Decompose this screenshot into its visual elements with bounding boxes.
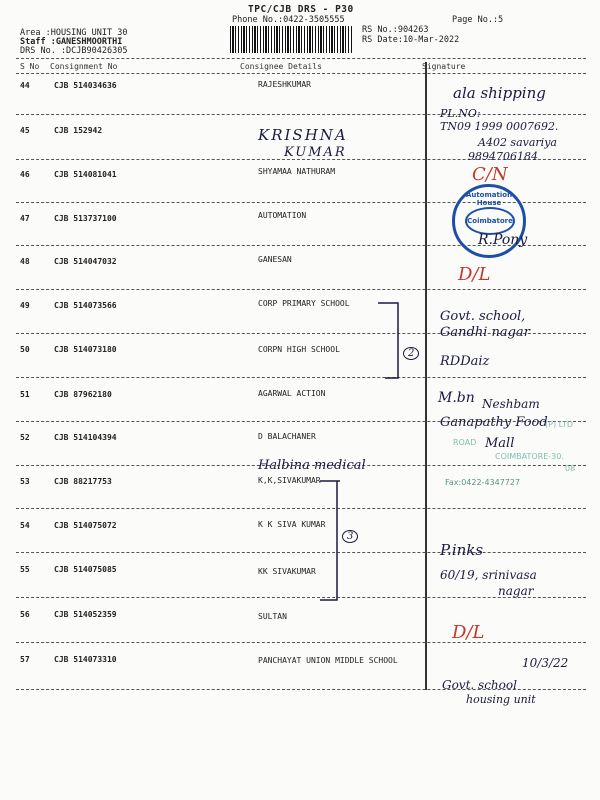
phone-number: Phone No.:0422-3505555 xyxy=(232,15,345,25)
handwritten-signature: RDDaiz xyxy=(440,354,490,369)
handwritten-signature: P.inks xyxy=(440,541,484,559)
handwritten-note: TN09 1999 0007692. xyxy=(440,120,559,133)
stamp-text: COIMBATORE-30. xyxy=(495,452,564,461)
row-consignee: K K SIVA KUMAR xyxy=(258,520,326,529)
row-consignment-no: CJB 514052359 xyxy=(54,610,117,619)
handwritten-name: KRISHNA xyxy=(258,126,348,144)
handwritten-note: C/N xyxy=(472,164,508,185)
row-sno: 57 xyxy=(20,655,30,664)
row-consignee: CORPN HIGH SCHOOL xyxy=(258,345,340,354)
stamp-text: ROAD xyxy=(453,438,477,447)
rs-number: RS No.:904263 xyxy=(362,25,429,35)
handwritten-note: D/L xyxy=(452,622,485,643)
column-header-sno: S No xyxy=(20,62,40,71)
row-consignment-no: CJB 513737100 xyxy=(54,214,117,223)
handwritten-name: KUMAR xyxy=(284,145,347,160)
handwritten-signature: M.bn xyxy=(438,390,475,406)
row-consignee: RAJESHKUMAR xyxy=(258,80,311,89)
row-consignment-no: CJB 88217753 xyxy=(54,477,112,486)
handwritten-signature: Mall xyxy=(485,436,515,451)
row-consignee: SHYAMAA NATHURAM xyxy=(258,167,336,176)
column-header-consignment: Consignment No xyxy=(50,62,118,71)
column-header-signature: Signature xyxy=(422,62,466,71)
row-sno: 56 xyxy=(20,610,30,619)
row-sno: 54 xyxy=(20,521,30,530)
stamp-text: 08 xyxy=(565,464,576,473)
seal-inner-text: Coimbatore xyxy=(465,207,515,235)
handwritten-note: Neshbam xyxy=(482,397,540,411)
row-consignee: GANESAN xyxy=(258,255,292,264)
handwritten-note: Halbina medical xyxy=(258,458,366,473)
handwritten-signature: R.Pony xyxy=(478,232,528,248)
handwritten-note: PL.NO: xyxy=(440,107,481,120)
row-consignment-no: CJB 87962180 xyxy=(54,390,112,399)
row-consignee: K,K,SIVAKUMAR xyxy=(258,476,321,485)
stamp-fax: Fax:0422-4347727 xyxy=(445,478,521,487)
rs-date: RS Date:10-Mar-2022 xyxy=(362,35,460,45)
area-label: Area :HOUSING UNIT 30 xyxy=(20,28,128,38)
row-consignee: AGARWAL ACTION xyxy=(258,389,326,398)
row-sno: 47 xyxy=(20,214,30,223)
row-consignment-no: CJB 514081041 xyxy=(54,170,117,179)
row-sno: 52 xyxy=(20,433,30,442)
row-consignee: KK SIVAKUMAR xyxy=(258,567,316,576)
handwritten-signature: ala shipping xyxy=(453,84,546,102)
handwritten-note: nagar xyxy=(498,584,534,598)
row-sno: 44 xyxy=(20,81,30,90)
document-title: TPC/CJB DRS - P30 xyxy=(248,4,354,15)
row-consignment-no: CJB 152942 xyxy=(54,126,103,135)
handwritten-note: D/L xyxy=(458,264,491,285)
handwritten-note: Ganapathy Food xyxy=(440,415,548,430)
row-sno: 45 xyxy=(20,126,30,135)
row-sno: 48 xyxy=(20,257,30,266)
page-number: Page No.:5 xyxy=(452,15,504,25)
handwritten-note: 60/19, srinivasa xyxy=(440,568,537,582)
row-consignee: D BALACHANER xyxy=(258,432,316,441)
handwritten-note: Govt. school, xyxy=(440,309,526,324)
company-stamp xyxy=(395,414,595,492)
row-consignment-no: CJB 514104394 xyxy=(54,433,117,442)
row-consignee: SULTAN xyxy=(258,612,287,621)
drs-number: DRS No. :DCJB90426305 xyxy=(20,46,128,56)
row-consignee: AUTOMATION xyxy=(258,211,307,220)
staff-label: Staff :GANESHMOORTHI xyxy=(20,37,123,47)
circled-number: 2 xyxy=(403,347,419,360)
row-sno: 55 xyxy=(20,565,30,574)
row-sno: 51 xyxy=(20,390,30,399)
row-consignment-no: CJB 514073180 xyxy=(54,345,117,354)
row-consignment-no: CJB 514073310 xyxy=(54,655,117,664)
row-sno: 46 xyxy=(20,170,30,179)
row-sno: 49 xyxy=(20,301,30,310)
handwritten-note: Govt. school xyxy=(442,678,517,692)
row-consignee: PANCHAYAT UNION MIDDLE SCHOOL xyxy=(258,656,398,665)
row-sno: 50 xyxy=(20,345,30,354)
row-sno: 53 xyxy=(20,477,30,486)
row-consignment-no: CJB 514075085 xyxy=(54,565,117,574)
row-consignee: CORP PRIMARY SCHOOL xyxy=(258,299,350,308)
row-consignment-no: CJB 514034636 xyxy=(54,81,117,90)
handwritten-date: 10/3/22 xyxy=(522,656,569,670)
handwritten-note: housing unit xyxy=(466,693,536,706)
handwritten-note: 9894706184 xyxy=(468,150,538,163)
row-consignment-no: CJB 514073566 xyxy=(54,301,117,310)
row-consignment-no: CJB 514075072 xyxy=(54,521,117,530)
column-header-consignee: Consignee Details xyxy=(240,62,322,71)
circled-number: 3 xyxy=(342,530,358,543)
seal-outer-text: Automation House xyxy=(465,191,513,207)
handwritten-note: A402 savariya xyxy=(478,136,557,149)
row-consignment-no: CJB 514047032 xyxy=(54,257,117,266)
handwritten-note: Gandhi nagar xyxy=(440,325,530,340)
stamp-text: (P) LTD xyxy=(545,420,574,429)
